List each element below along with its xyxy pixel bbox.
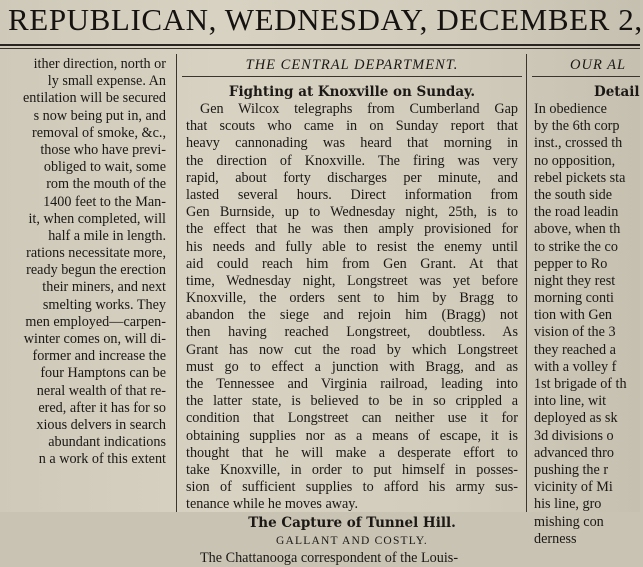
- right-column-line: by the 6th corp: [534, 118, 620, 135]
- left-column-line: obliged to wait, some: [43, 159, 166, 176]
- left-column-line: rations necessitate more,: [26, 245, 166, 262]
- right-column-line: into line, wit: [534, 393, 607, 410]
- article-line: the latter state, is believed to be in so crippled a: [186, 393, 518, 410]
- left-column-line: half a mile in length.: [48, 227, 166, 244]
- right-column-line: 3d divisions o: [534, 427, 614, 444]
- right-column-line: the road leadin: [534, 204, 619, 221]
- article-line: condition that Longstreet can neither use it for: [186, 410, 518, 427]
- article-line: then having reached Longstreet, doubtless. As: [186, 324, 518, 341]
- article-line: take Knoxville, in order to put himself in posses-: [186, 461, 518, 478]
- right-column-line: above, when th: [534, 221, 621, 238]
- article-line: Gen Burnside, up to Wednesday night, 25th, is to: [186, 204, 518, 221]
- article-line: heavy cannonading was heard that morning in: [186, 135, 518, 152]
- right-column-line: vicinity of Mi: [534, 479, 613, 496]
- right-column-line: 1st brigade of th: [534, 376, 627, 392]
- article-line: must go to effect a junction with Bragg, and as: [186, 358, 518, 375]
- article-line: time, Wednesday night, Longstreet was yet before: [186, 272, 518, 289]
- right-column-line: pushing the r: [534, 461, 609, 478]
- left-column-line: neral wealth of that re-: [36, 382, 166, 399]
- center-column: [182, 56, 522, 566]
- article-line: lasted several hours. Direct information from: [186, 186, 518, 203]
- left-column-line: abundant indications: [48, 434, 166, 451]
- article-line: his needs and fully able to resist the enemy until: [186, 238, 518, 255]
- right-column-line: derness: [534, 530, 577, 547]
- right-column-line: pepper to Ro: [534, 255, 608, 272]
- section-title: THE CENTRAL DEPARTMENT.: [182, 56, 522, 77]
- left-column-line: winter comes on, will di-: [23, 331, 166, 347]
- article-line: the effect that he was then amply provisioned for: [186, 221, 518, 238]
- right-column-line: inst., crossed th: [534, 135, 623, 152]
- left-column: [0, 56, 170, 512]
- left-column-line: entilation will be secured: [22, 90, 166, 107]
- right-article-body: [532, 101, 640, 548]
- headline-knoxville: Fighting at Knoxville on Sunday.: [228, 84, 476, 100]
- article-line: tenance while he moves away.: [186, 496, 359, 513]
- right-section-title: OUR AL: [532, 56, 640, 77]
- article-line: obtaining supplies nor as a means of escape, it is: [186, 427, 518, 444]
- right-subhead: Detail: [594, 84, 640, 100]
- left-column-line: four Hamptons can be: [40, 365, 166, 382]
- left-column-line: s now being put in, and: [33, 107, 166, 124]
- subhead-gallant: GALLANT AND COSTLY.: [276, 534, 428, 547]
- right-column-line: to strike the co: [534, 238, 618, 255]
- left-column-line: rom the mouth of the: [46, 176, 166, 193]
- article-line: thought that he will make a desperate effort to: [186, 444, 518, 461]
- right-column-line: deployed as sk: [534, 410, 618, 427]
- column-divider-right: [526, 54, 527, 512]
- left-column-line: ly small expense. An: [47, 73, 166, 90]
- left-column-line: ered, after it has for so: [38, 399, 166, 416]
- right-column-line: with a volley f: [534, 358, 617, 375]
- article-line: rapid, about forty discharges per minute, and: [186, 169, 518, 186]
- right-column-line: vision of the 3: [534, 324, 616, 341]
- left-column-line: it, when completed, will: [28, 210, 166, 227]
- right-column-line: rebel pickets sta: [534, 169, 626, 186]
- article-line: that scouts who came in on Sunday report that: [186, 118, 518, 135]
- right-column-line: morning conti: [534, 290, 614, 307]
- right-column-line: tion with Gen: [534, 307, 613, 324]
- left-column-line: xious delvers in search: [36, 416, 166, 433]
- right-column-line: the south side: [534, 186, 613, 203]
- article-line: the direction of Knoxville. The firing was very: [186, 152, 518, 169]
- left-column-line: their miners, and next: [42, 279, 166, 296]
- article-line: Grant has now cut the road by which Longstreet: [186, 341, 518, 358]
- right-column-line: advanced thro: [534, 444, 614, 461]
- masthead: [0, 0, 643, 46]
- left-column-line: ither direction, north or: [33, 56, 166, 72]
- headline-tunnel-hill: The Capture of Tunnel Hill.: [248, 514, 456, 531]
- article-body: [182, 101, 522, 514]
- article-line: abandon the siege and rejoin him (Bragg) not: [186, 307, 518, 324]
- right-column-line: In obedience: [534, 101, 607, 117]
- left-column-line: smelting works. They: [42, 296, 166, 313]
- masthead-rule: [0, 48, 640, 49]
- masthead-title: REPUBLICAN, WEDNESDAY, DECEMBER 2,: [8, 2, 643, 37]
- left-column-line: ready begun the erection: [26, 262, 166, 279]
- column-divider-left: [176, 54, 177, 512]
- right-column-line: night they rest: [534, 272, 616, 289]
- article-line: sion of sufficient supplies to afford his army sus-: [186, 479, 518, 496]
- article-line: Knoxville, the orders sent to him by Bragg to: [186, 290, 518, 307]
- article-line: aid could reach him from Gen Grant. At that: [186, 255, 518, 272]
- right-column-line: they reached a: [534, 341, 616, 358]
- article-line: The Chattanooga correspondent of the Louis-: [200, 549, 459, 566]
- right-column-line: his line, gro: [534, 496, 602, 513]
- left-column-line: removal of smoke, &c.,: [32, 124, 166, 141]
- right-column-line: mishing con: [534, 513, 604, 530]
- left-column-line: n a work of this extent: [38, 451, 166, 468]
- left-column-line: men employed—carpen-: [25, 313, 166, 330]
- right-column-line: no opposition,: [534, 152, 616, 169]
- right-column: [532, 56, 640, 547]
- left-column-line: 1400 feet to the Man-: [43, 193, 166, 210]
- article-line: Gen Wilcox telegraphs from Cumberland Gap: [200, 101, 518, 117]
- left-column-line: those who have previ-: [40, 141, 166, 158]
- article-line: the Tennessee and Virginia railroad, leading into: [186, 376, 518, 392]
- left-column-line: former and increase the: [32, 348, 166, 365]
